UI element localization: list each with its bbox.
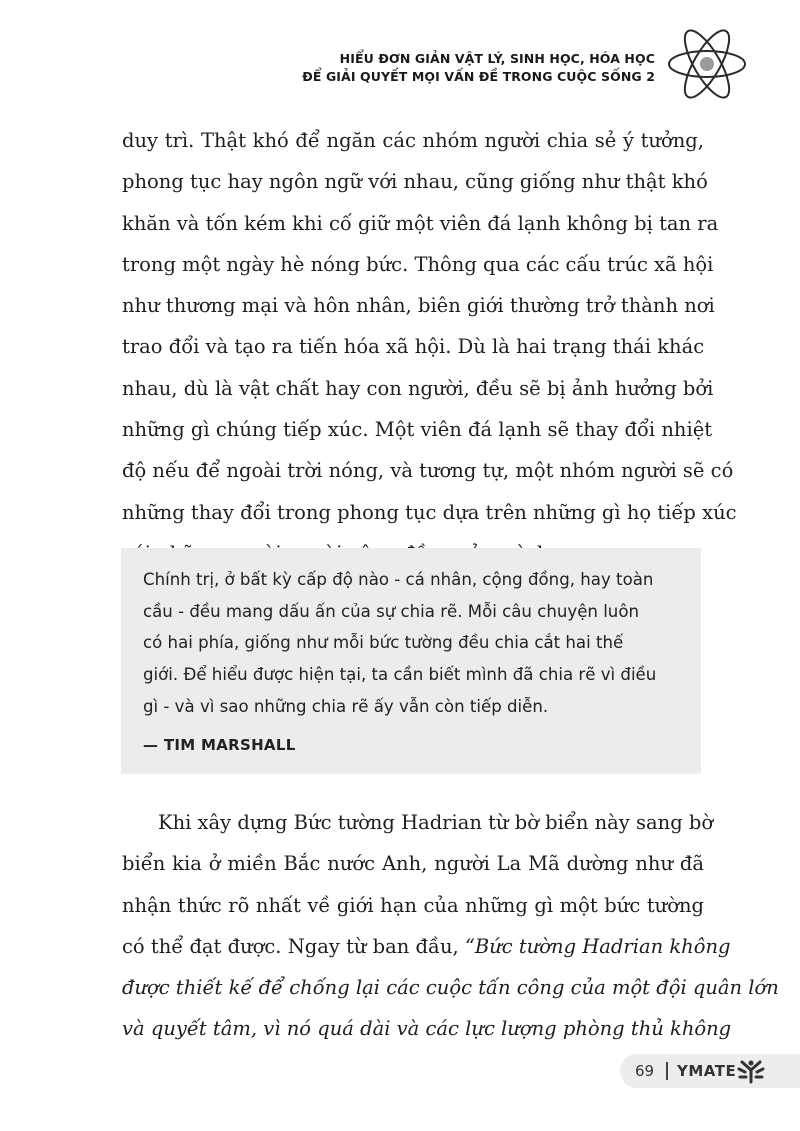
text-line: và quyết tâm, vì nó quá dài và các lực lượng phòng thủ không: [122, 1017, 732, 1041]
text-line: độ nếu để ngoài trời nóng, và tương tự, một nhóm người sẽ có: [122, 459, 734, 483]
ymate-logo-icon: [736, 1058, 766, 1084]
quote-line: cầu - đều mang dấu ấn của sự chia rẽ. Mỗi câu chuyện luôn: [143, 601, 639, 621]
text-line: Khi xây dựng Bức tường Hadrian từ bờ biển này sang bờ: [158, 811, 714, 834]
text-line: những thay đổi trong phong tục dựa trên những gì họ tiếp xúc: [122, 500, 737, 524]
quote-line: Chính trị, ở bất kỳ cấp độ nào - cá nhân, cộng đồng, hay toàn: [143, 570, 654, 589]
quote-line: gì - và vì sao những chia rẽ ấy vẫn còn tiếp diễn.: [143, 696, 549, 716]
quote-text: [143, 564, 683, 723]
text-line: duy trì. Thật khó để ngăn các nhóm người chia sẻ ý tưởng,: [122, 129, 704, 152]
text-line: [122, 926, 731, 967]
paragraph-1: [122, 120, 737, 574]
text-line: được thiết kế để chống lại các cuộc tấn công của một đội quân lớn: [122, 976, 779, 1000]
text-line: trao đổi và tạo ra tiến hóa xã hội. Dù là hai trạng thái khác: [122, 335, 705, 359]
footer-divider: [666, 1062, 668, 1080]
text-italic: “Bức tường Hadrian không: [464, 934, 731, 958]
header-line-2: ĐỂ GIẢI QUYẾT MỌI VẤN ĐỀ TRONG CUỘC SỐNG 2: [302, 69, 655, 84]
text-normal: có thể đạt được. Ngay từ ban đầu,: [122, 934, 465, 958]
atom-icon: [666, 26, 748, 102]
text-line: trong một ngày hè nóng bức. Thông qua các cấu trúc xã hội: [122, 252, 714, 276]
header-line-1: HIỂU ĐƠN GIẢN VẬT LÝ, SINH HỌC, HÓA HỌC: [339, 51, 655, 66]
quote-line: có hai phía, giống như mỗi bức tường đều chia cắt hai thế: [143, 633, 624, 653]
paragraph-2: [122, 802, 779, 1050]
quote-line: giới. Để hiểu được hiện tại, ta cần biết mình đã chia rẽ vì điều: [143, 665, 657, 685]
quote-author: — TIM MARSHALL: [143, 736, 296, 754]
pull-quote: [121, 548, 701, 774]
text-line: khăn và tốn kém khi cố giữ một viên đá lạnh không bị tan ra: [122, 211, 719, 235]
brand-name: YMATE: [677, 1062, 737, 1080]
running-header: [302, 50, 655, 86]
text-line: biển kia ở miền Bắc nước Anh, người La Mã dường như đã: [122, 852, 704, 876]
text-line: như thương mại và hôn nhân, biên giới thường trở thành nơi: [122, 294, 715, 318]
page-number: 69: [635, 1062, 655, 1080]
text-line: nhận thức rõ nhất về giới hạn của những gì một bức tường: [122, 893, 704, 917]
text-line: phong tục hay ngôn ngữ với nhau, cũng giống như thật khó: [122, 170, 708, 194]
page-footer: [620, 1054, 800, 1088]
text-line: nhau, dù là vật chất hay con người, đều sẽ bị ảnh hưởng bởi: [122, 376, 714, 400]
text-line: những gì chúng tiếp xúc. Một viên đá lạnh sẽ thay đổi nhiệt: [122, 418, 713, 442]
